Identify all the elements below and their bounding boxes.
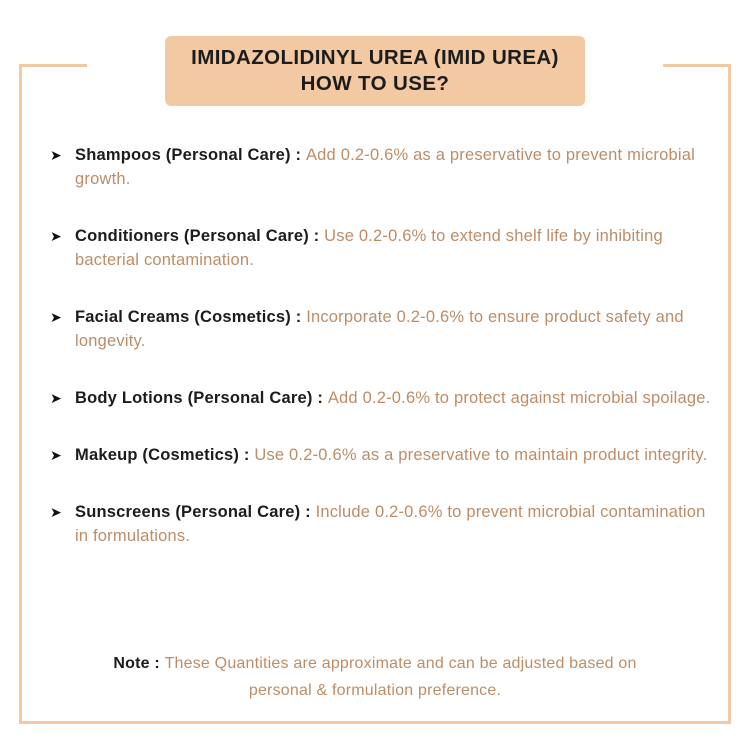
list-item-conditioners xyxy=(50,224,722,272)
page-title-line1: IMIDAZOLIDINYL UREA (IMID UREA) xyxy=(191,46,559,69)
arrow-bullet-icon: ➤ xyxy=(50,447,62,463)
list-item-description: Use 0.2-0.6% as a preservative to maintain product integrity. xyxy=(254,446,708,464)
list-item-text xyxy=(75,386,722,410)
list-item-text xyxy=(75,443,722,467)
title-banner xyxy=(165,36,585,106)
usage-list xyxy=(50,143,722,581)
list-item-label: Conditioners (Personal Care) : xyxy=(75,227,325,245)
list-item-description: Incorporate 0.2-0.6% to ensure product safety and longevity. xyxy=(75,308,684,350)
list-item-label: Facial Creams (Cosmetics) : xyxy=(75,308,307,326)
list-item-description: Add 0.2-0.6% as a preservative to prevent microbial growth. xyxy=(75,146,695,188)
list-item-text xyxy=(75,143,722,191)
header-wrapper xyxy=(87,36,663,106)
arrow-bullet-icon: ➤ xyxy=(50,309,62,325)
footer-note-text-block xyxy=(83,650,668,704)
list-item-text xyxy=(75,224,722,272)
list-item-body-lotions xyxy=(50,386,722,410)
list-item-shampoos xyxy=(50,143,722,191)
arrow-bullet-icon: ➤ xyxy=(50,147,62,163)
list-item-makeup xyxy=(50,443,722,467)
list-item-text xyxy=(75,500,722,548)
list-item-description: Add 0.2-0.6% to protect against microbial spoilage. xyxy=(327,389,711,407)
list-item-facial-creams xyxy=(50,305,722,353)
arrow-bullet-icon: ➤ xyxy=(50,390,62,406)
list-item-description: Use 0.2-0.6% to extend shelf life by inhibiting bacterial contamination. xyxy=(75,227,663,269)
list-item-text xyxy=(75,305,722,353)
arrow-bullet-icon: ➤ xyxy=(50,504,62,520)
list-item-label: Sunscreens (Personal Care) : xyxy=(75,503,316,521)
list-item-label: Body Lotions (Personal Care) : xyxy=(75,389,328,407)
footer-note xyxy=(0,650,750,704)
list-item-sunscreens xyxy=(50,500,722,548)
note-text: These Quantities are approximate and can be adjusted based on personal & formulation preference. xyxy=(164,655,637,699)
list-item-description: Include 0.2-0.6% to prevent microbial contamination in formulations. xyxy=(75,503,706,545)
list-item-label: Makeup (Cosmetics) : xyxy=(75,446,255,464)
page-title-line2: HOW TO USE? xyxy=(300,71,450,95)
note-label: Note : xyxy=(113,655,165,672)
list-item-label: Shampoos (Personal Care) : xyxy=(75,146,306,164)
arrow-bullet-icon: ➤ xyxy=(50,228,62,244)
